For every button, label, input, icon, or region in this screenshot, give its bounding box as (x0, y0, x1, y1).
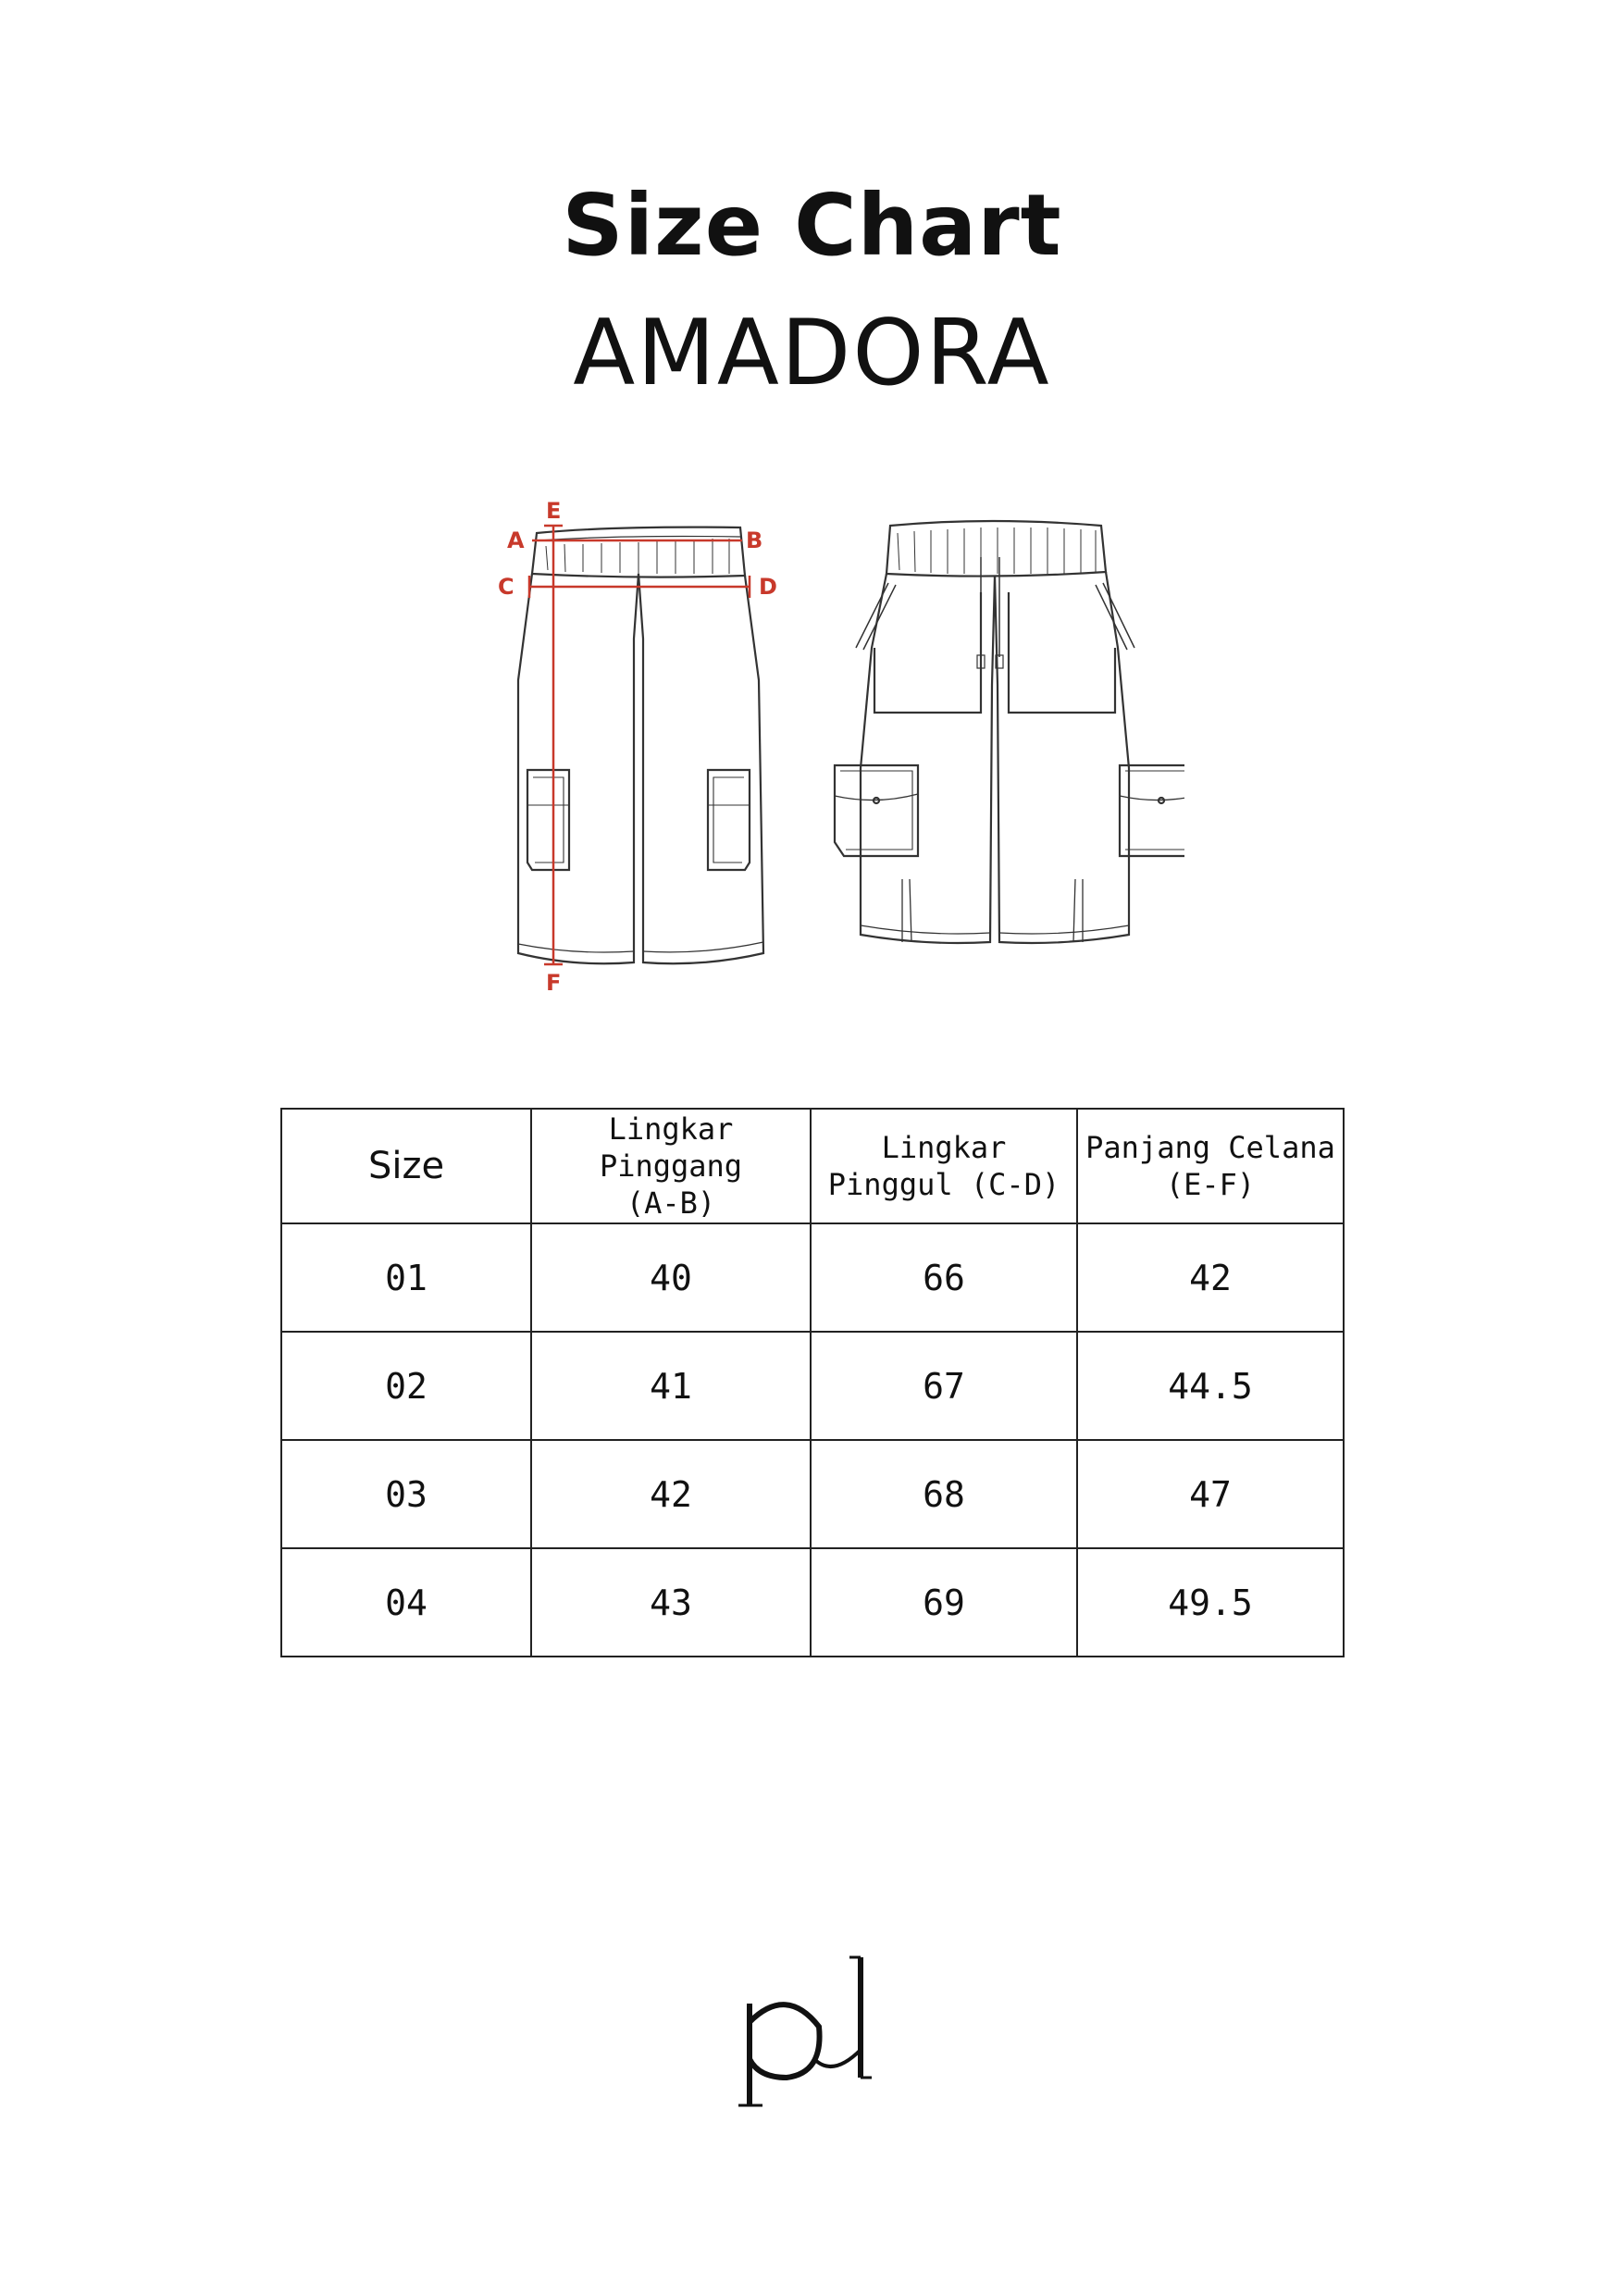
pants-back-view (518, 527, 763, 964)
table-row (281, 1548, 1344, 1657)
svg-text:F: F (546, 970, 562, 996)
header-length: Panjang Celana (E-F) (1077, 1109, 1344, 1223)
svg-text:C: C (498, 574, 514, 600)
header-hip: Lingkar Pinggul (C-D) (811, 1109, 1077, 1223)
page-title: Size Chart (562, 176, 1062, 275)
table-row (281, 1223, 1344, 1332)
cell-length: 49.5 (1077, 1548, 1344, 1657)
svg-text:B: B (746, 527, 763, 553)
table-row (281, 1440, 1344, 1548)
cell-hip: 68 (811, 1440, 1077, 1548)
cell-waist: 40 (531, 1223, 811, 1332)
cell-size: 03 (281, 1440, 531, 1548)
cell-size: 01 (281, 1223, 531, 1332)
pants-front-view (835, 521, 1184, 943)
pants-measurement-diagram (481, 500, 1184, 999)
cell-length: 44.5 (1077, 1332, 1344, 1440)
cell-length: 42 (1077, 1223, 1344, 1332)
cell-size: 04 (281, 1548, 531, 1657)
cell-waist: 42 (531, 1440, 811, 1548)
svg-text:D: D (759, 574, 777, 600)
cell-hip: 67 (811, 1332, 1077, 1440)
cell-hip: 69 (811, 1548, 1077, 1657)
header-waist: Lingkar Pinggang (A-B) (531, 1109, 811, 1223)
table-header-row (281, 1109, 1344, 1223)
cell-waist: 41 (531, 1332, 811, 1440)
brand-logo (731, 1948, 898, 2133)
svg-text:E: E (546, 500, 562, 524)
cell-hip: 66 (811, 1223, 1077, 1332)
svg-text:A: A (507, 527, 525, 553)
cell-waist: 43 (531, 1548, 811, 1657)
header-size: Size (281, 1109, 531, 1223)
cell-size: 02 (281, 1332, 531, 1440)
product-name: AMADORA (573, 301, 1051, 406)
size-table (280, 1108, 1345, 1657)
table-row (281, 1332, 1344, 1440)
cell-length: 47 (1077, 1440, 1344, 1548)
